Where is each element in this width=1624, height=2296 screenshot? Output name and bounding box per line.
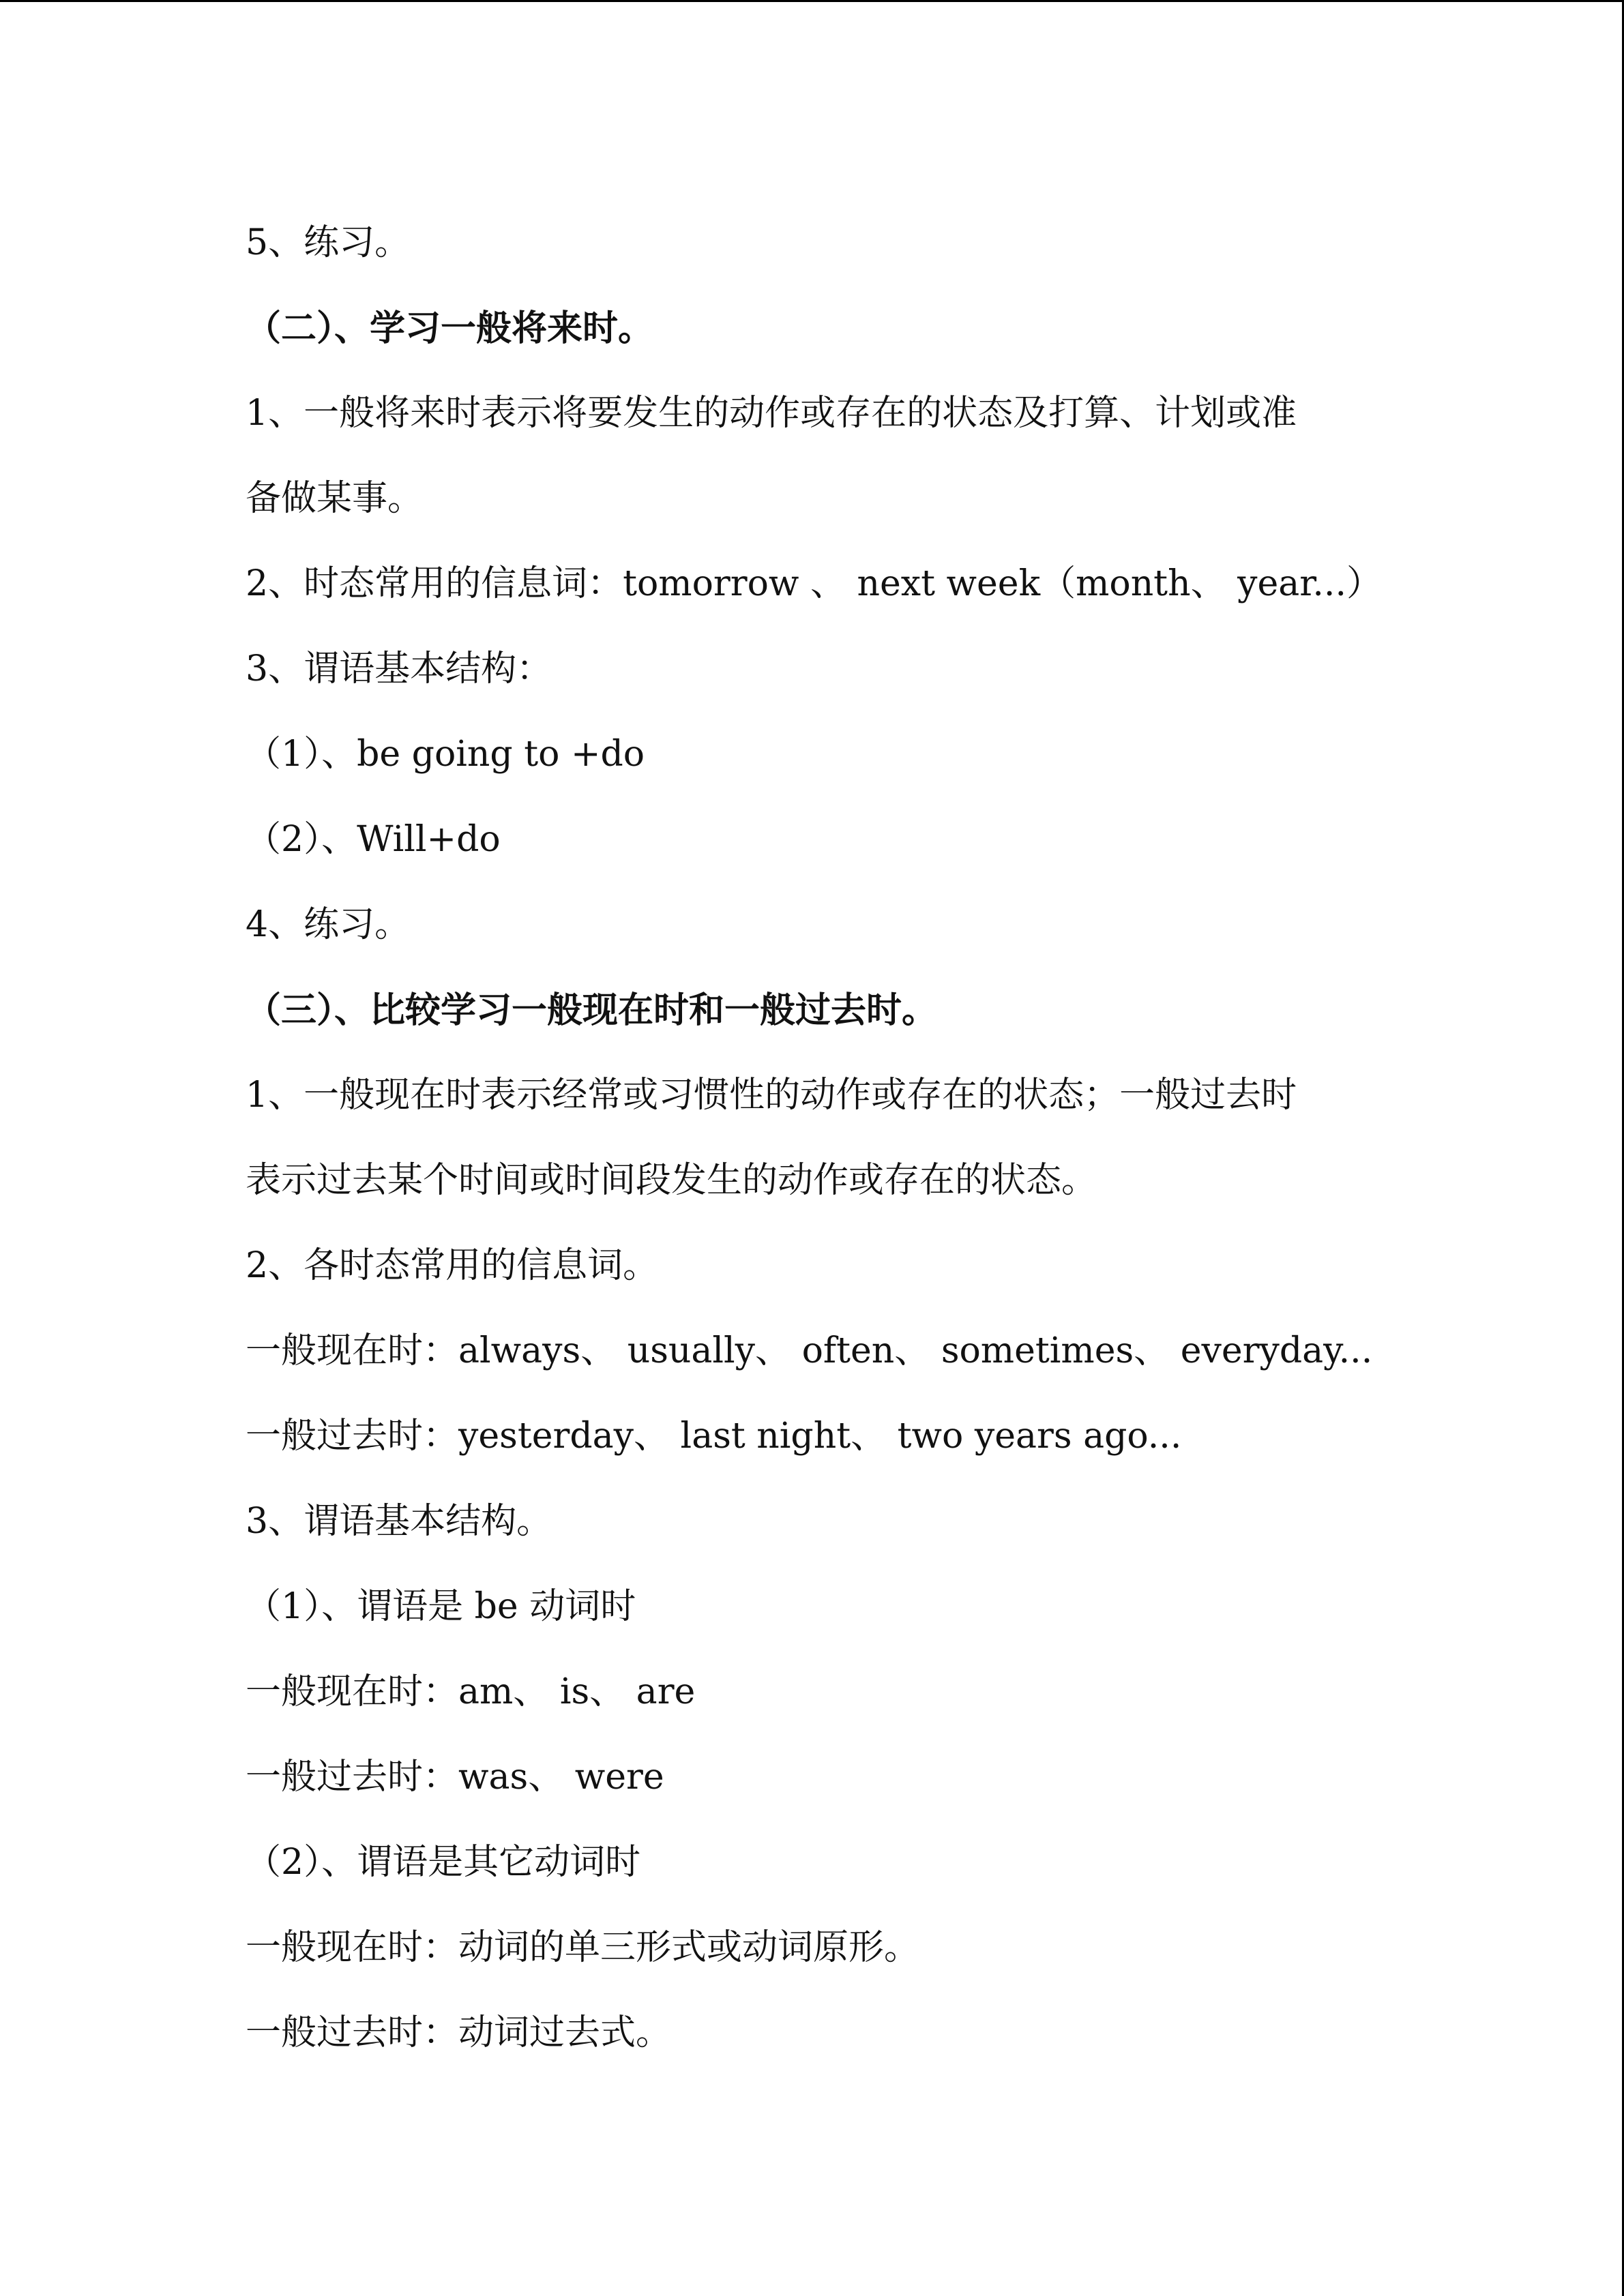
- past-signal-words: 一般过去时：yesterday、 last night、 two years ago...: [246, 1416, 1182, 1457]
- present-other-verb-forms: 一般现在时：动词的单三形式或动词原形。: [246, 1927, 920, 1968]
- comparison-definition-line-1: 1、一般现在时表示经常或习惯性的动作或存在的状态；一般过去时: [246, 1075, 1297, 1116]
- future-tense-signal-words: 2、时态常用的信息词：tomorrow 、 next week（month、 year...）: [246, 563, 1382, 604]
- present-signal-words: 一般现在时：always、 usually、 often、 sometimes、 everyday...: [246, 1330, 1373, 1371]
- future-structure-be-going-to: （1）、be going to +do: [246, 734, 645, 775]
- past-be-forms: 一般过去时：was、 were: [246, 1757, 664, 1798]
- section-heading-future-tense: （二）、学习一般将来时。: [246, 308, 654, 349]
- exercise-line-4: 4、练习。: [246, 904, 411, 945]
- comparison-definition-line-2: 表示过去某个时间或时间段发生的动作或存在的状态。: [246, 1160, 1097, 1201]
- signal-words-heading: 2、各时态常用的信息词。: [246, 1245, 659, 1286]
- future-structure-will: （2）、Will+do: [246, 819, 501, 860]
- section-heading-present-past-comparison: （三）、比较学习一般现在时和一般过去时。: [246, 989, 938, 1031]
- exercise-line-5: 5、练习。: [246, 222, 411, 263]
- predicate-structure-heading: 3、谓语基本结构。: [246, 1501, 552, 1542]
- future-tense-definition-line-1: 1、一般将来时表示将要发生的动作或存在的状态及打算、计划或准: [246, 393, 1297, 434]
- document-body: [246, 200, 1419, 2076]
- future-tense-structure-heading: 3、谓语基本结构：: [246, 648, 552, 689]
- present-be-forms: 一般现在时：am、 is、 are: [246, 1671, 696, 1712]
- past-other-verb-forms: 一般过去时：动词过去式。: [246, 2012, 672, 2053]
- future-tense-definition-line-2: 备做某事。: [246, 478, 424, 519]
- other-verbs-subheading: （2）、谓语是其它动词时: [246, 1842, 641, 1883]
- be-verb-subheading: （1）、谓语是 be 动词时: [246, 1586, 636, 1627]
